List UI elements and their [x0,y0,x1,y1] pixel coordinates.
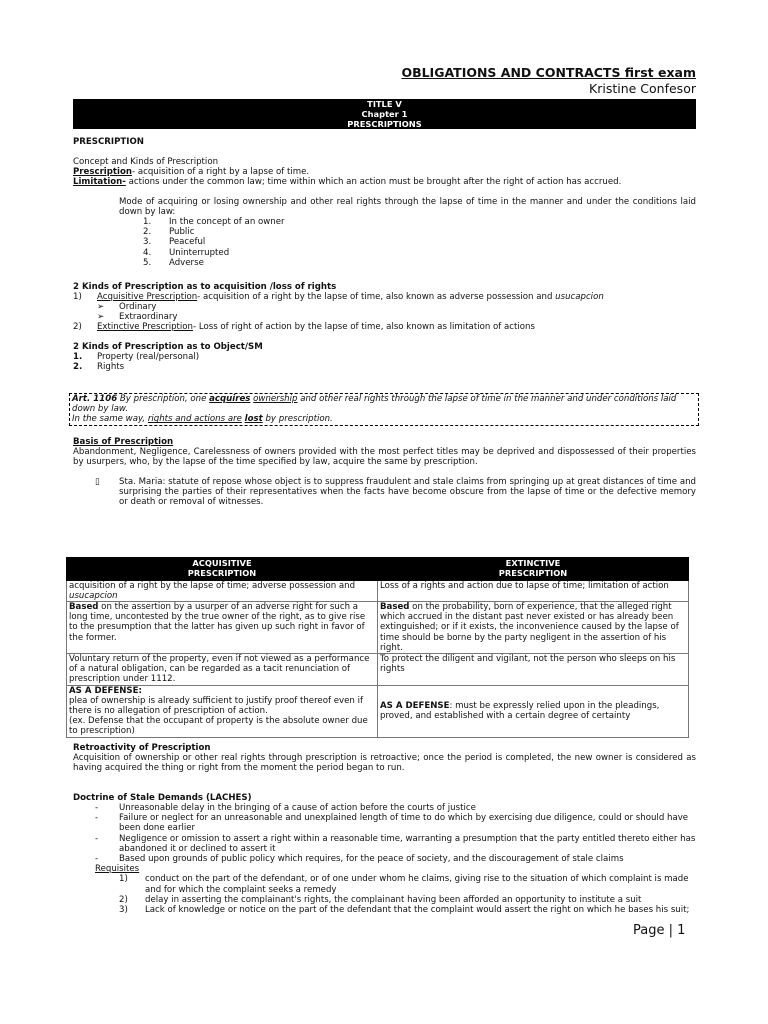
acquisitive-item: 1) Acquisitive Prescription- acquisition of a right by the lapse of time, also known as adverse possession and usucapcion [73,292,604,302]
table-cell: Loss of a rights and action due to lapse of time; limitation of action [378,580,689,601]
limitation-definition [73,177,696,187]
list-item: - Negligence or omission to assert a right within a reasonable time, warranting a presumption that the party entitled thereto either has abandoned it or declined to assert it [95,833,696,854]
list-item: - Based upon grounds of public policy which requires, for the peace of society, and the discouragement of stale claims [95,854,624,865]
list-item: 5. Adverse [143,257,204,268]
title-line-2: Chapter 1 [361,108,408,119]
table-cell: acquisition of a right by the lapse of time; adverse possession and usucapcion [67,580,378,601]
laches-heading: Doctrine of Stale Demands (LACHES) [73,793,252,803]
arrow-bullet-icon: ➢ [97,302,105,312]
limitation-term: Limitation- [73,177,126,187]
list-item: 4. Uninterrupted [143,247,230,258]
sta-maria-text: Sta. Maria: statute of repose whose object is to suppress fraudulent and stale claims from springing up at great distances of time and surprising the parties of their representatives when the facts have become obscure from the lapse of time or the defective memory or death or removal of witnesses. [119,477,696,508]
list-item: 1) conduct on the part of the defendant, or of one under whom he claims, giving rise to the situation of which complaint is made and for which the complaint seeks a remedy [119,874,689,895]
acquisitive-term: Acquisitive Prescription [97,292,198,302]
list-item: - Failure or neglect for an unreasonable and unexplained length of time to do which by exercising due diligence, could or should have been done earlier [95,813,689,834]
column-header-extinctive: EXTINCTIVE PRESCRIPTION [378,558,689,581]
table-row [67,602,689,654]
column-header-acquisitive: ACQUISITIVE PRESCRIPTION [67,558,378,581]
document-title: OBLIGATIONS AND CONTRACTS first exam [401,65,696,80]
conditions-list [143,217,285,268]
list-item: 1. In the concept of an owner [143,217,285,227]
limitation-def: actions under the common law; time within which an action must be brought after the right of action has accrued. [125,177,622,187]
retroactivity-paragraph: Acquisition of ownership or other real rights through prescription is retroactive; once the period is completed, the new owner is considered as having acquired the thing or right from the moment the period began to run. [73,753,696,774]
requisites-label: Requisites [95,864,140,875]
arrow-bullet-icon: ➢ [97,312,105,323]
extinctive-item: 2) Extinctive Prescription- Loss of right of action by the lapse of time, also known as limitation of actions [73,322,535,332]
prescription-def: - acquisition of a right by a lapse of time. [132,167,310,177]
acquisitive-sublist [97,302,178,322]
list-item: 2) delay in asserting the complainant's rights, the complainant having been afforded an opportunity to institute a suit [119,894,642,905]
list-item: ➢ Extraordinary [97,312,178,323]
extinctive-term: Extinctive Prescription [97,322,194,332]
list-item: 3) Lack of knowledge or notice on the part of the defendant that the complaint would assert the right on which he bases his suit; [119,905,690,916]
article-label: Art. 1106 [72,394,118,404]
table-row [67,580,689,601]
object-list [73,352,199,372]
list-item: ➢ Ordinary [97,302,157,312]
table-cell: AS A DEFENSE: plea of ownership is already sufficient to justify proof thereof even if there is no allegation of prescription of action. (ex. Defense that the occupant of property is the absolute owner due to prescription) [67,685,378,737]
table-cell: To protect the diligent and vigilant, not the person who sleeps on his rights [378,654,689,686]
mode-paragraph: Mode of acquiring or losing ownership and other real rights through the lapse of time in the manner and under the conditions laid down by law: [119,197,696,218]
table-header-row [67,558,689,581]
table-cell: Based on the assertion by a usurper of an adverse right for such a long time, uncontested by the true owner of the right, as to give rise to the presumption that the latter has given up such right in favor of the former. [67,602,378,654]
kinds-acquisition-heading: 2 Kinds of Prescription as to acquisition /loss of rights [73,282,337,292]
table-cell: Voluntary return of the property, even if not viewed as a performance of a natural obligation, can be regarded as a tacit renunciation of prescription under 1112. [67,654,378,686]
article-1106-box: Art. 1106 By prescription, one acquires ownership and other real rights through the lapse of time in the manner and under conditions laid down by law. In the same way, rights and actions are lost by prescription. [69,393,699,426]
concept-line: Concept and Kinds of Prescription [73,157,219,167]
sta-maria-bullet [95,477,696,508]
basis-heading: Basis of Prescription [73,437,174,447]
list-item: - Unreasonable delay in the bringing of a cause of action before the courts of justice [95,803,476,813]
title-banner [73,99,696,129]
title-line-1: TITLE V [367,99,402,109]
section-heading-prescription: PRESCRIPTION [73,137,144,147]
table-row [67,654,689,686]
retroactivity-heading: Retroactivity of Prescription [73,743,211,753]
list-item: 2. Rights [73,362,125,373]
list-item: 3. Peaceful [143,237,206,248]
kinds-object-heading: 2 Kinds of Prescription as to Object/SM [73,342,263,352]
laches-list [95,803,696,915]
author-name: Kristine Confesor [589,81,696,96]
table-cell: AS A DEFENSE: must be expressly relied upon in the pleadings, proved, and established with a certain degree of certainty [378,685,689,737]
prescription-term: Prescription [73,167,132,177]
table-row [67,685,689,737]
title-line-3: PRESCRIPTIONS [347,118,422,129]
list-item: 1. Property (real/personal) [73,352,200,362]
page-number: Page | 1 [633,923,686,938]
table-cell: Based on the probability, born of experience, that the alleged right which accrued in the distant past never existed or has already been extinguished; or if it exists, the inconvenience caused by the lapse of time should be borne by the party negligent in the assertion of his right. [378,602,689,654]
bullet-icon: ▯ [95,477,100,487]
comparison-table [66,557,689,738]
basis-paragraph: Abandonment, Negligence, Carelessness of owners provided with the most perfect titles may be deprived and dispossessed of their properties by usurpers, who, by the lapse of the time specified by law, acquire the same by prescription. [73,447,696,468]
list-item: 2. Public [143,227,195,238]
prescription-definition [73,167,696,177]
